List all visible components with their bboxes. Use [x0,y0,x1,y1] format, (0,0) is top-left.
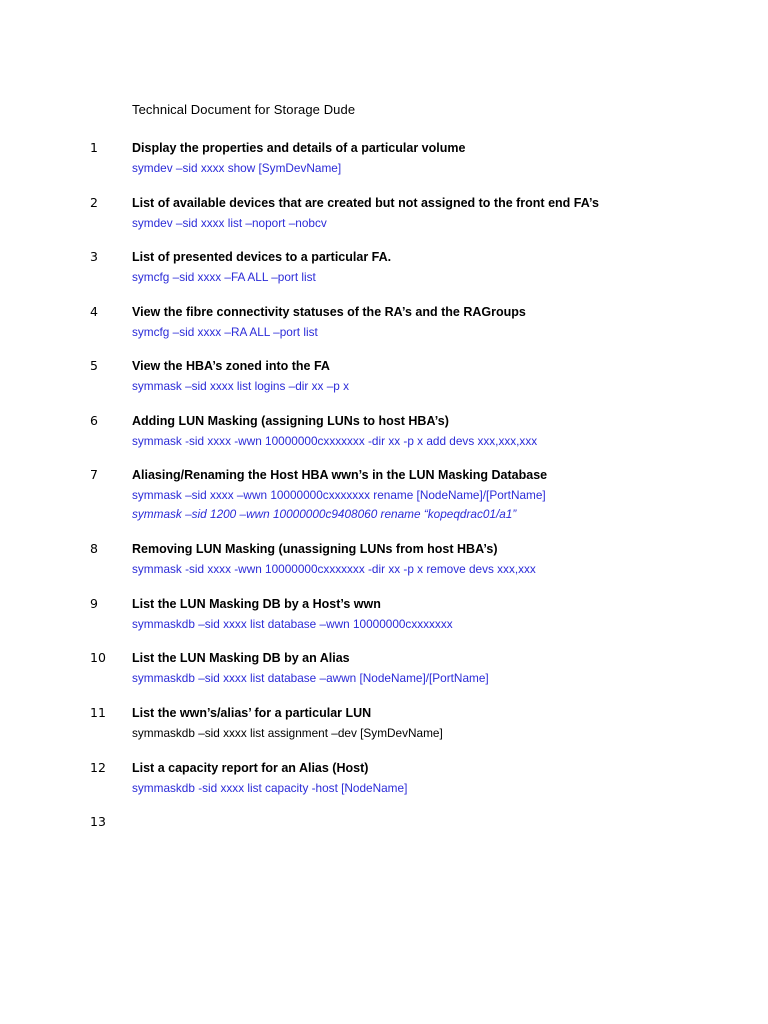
list-item [0,359,768,399]
item-command-example: symmask –sid 1200 –wwn 10000000c9408060 rename “kopeqdrac01/a1” [132,507,517,521]
item-number: 7 [90,467,98,482]
item-command: symdev –sid xxxx show [SymDevName] [132,161,342,175]
item-command: symmask -sid xxxx -wwn 10000000cxxxxxxx -dir xx -p x remove devs xxx,xxx [132,562,536,576]
item-heading: View the HBA’s zoned into the FA [132,359,330,373]
item-command: symmaskdb –sid xxxx list database –wwn 10000000cxxxxxxx [132,617,453,631]
list-item [0,597,768,637]
item-heading: View the fibre connectivity statuses of the RA’s and the RAGroups [132,305,526,319]
item-heading: Adding LUN Masking (assigning LUNs to host HBA’s) [132,414,449,428]
item-heading: Removing LUN Masking (unassigning LUNs from host HBA’s) [132,542,498,556]
item-heading: Display the properties and details of a particular volume [132,141,466,155]
item-command: symmaskdb -sid xxxx list capacity -host [NodeName] [132,781,408,795]
item-command: symmaskdb –sid xxxx list database –awwn [NodeName]/[PortName] [132,671,489,685]
item-number: 6 [90,413,98,428]
item-heading: List of presented devices to a particular FA. [132,250,392,264]
list-item [0,250,768,290]
item-command: symcfg –sid xxxx –RA ALL –port list [132,325,318,339]
list-item [0,414,768,454]
item-number: 11 [90,705,106,720]
list-item [0,141,768,181]
item-command: symmaskdb –sid xxxx list assignment –dev [SymDevName] [132,726,443,740]
item-number: 8 [90,541,98,556]
item-number: 5 [90,358,98,373]
item-number: 3 [90,249,98,264]
item-number: 13 [90,814,106,829]
list-item [0,651,768,691]
item-command: symmask –sid xxxx list logins –dir xx –p x [132,379,349,393]
list-item [0,815,768,835]
item-command: symcfg –sid xxxx –FA ALL –port list [132,270,316,284]
item-heading: List the wwn’s/alias’ for a particular LUN [132,706,372,720]
list-item [0,761,768,801]
item-heading: Aliasing/Renaming the Host HBA wwn’s in the LUN Masking Database [132,468,548,482]
item-number: 9 [90,596,98,611]
item-number: 4 [90,304,98,319]
item-number: 2 [90,195,98,210]
item-command: symdev –sid xxxx list –noport –nobcv [132,216,327,230]
list-item [0,542,768,582]
list-item [0,196,768,236]
item-command: symmask –sid xxxx –wwn 10000000cxxxxxxx rename [NodeName]/[PortName] [132,488,546,502]
item-heading: List the LUN Masking DB by an Alias [132,651,350,665]
list-item [0,468,768,528]
item-heading: List a capacity report for an Alias (Host) [132,761,369,775]
item-number: 10 [90,650,106,665]
document-title: Technical Document for Storage Dude [132,102,356,117]
item-command: symmask -sid xxxx -wwn 10000000cxxxxxxx -dir xx -p x add devs xxx,xxx,xxx [132,434,538,448]
item-number: 12 [90,760,106,775]
list-item [0,706,768,746]
item-heading: List the LUN Masking DB by a Host’s wwn [132,597,381,611]
item-heading: List of available devices that are created but not assigned to the front end FA’s [132,196,600,210]
item-number: 1 [90,140,98,155]
list-item [0,305,768,345]
